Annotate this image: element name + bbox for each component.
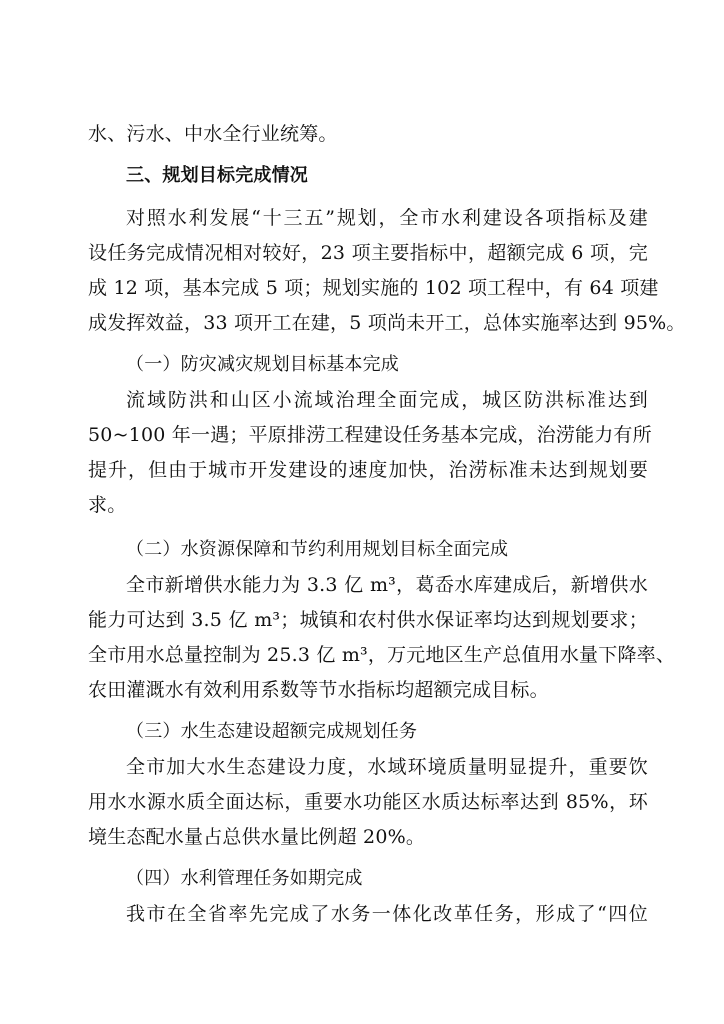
- paragraph-line: 成 12 项，基本完成 5 项；规划实施的 102 项工程中，有 64 项建: [88, 277, 659, 299]
- section-heading: 三、规划目标完成情况: [126, 165, 308, 186]
- paragraph-line: 提升，但由于城市开发建设的速度加快，治涝标准未达到规划要: [88, 459, 648, 481]
- subsection-heading: （二）水资源保障和节约利用规划目标全面完成: [126, 539, 509, 560]
- paragraph-line: 用水水源水质全面达标，重要水功能区水质达标率达到 85%，环: [88, 791, 648, 813]
- paragraph-line: 全市加大水生态建设力度，水域环境质量明显提升，重要饮: [126, 756, 648, 778]
- paragraph-line: 设任务完成情况相对较好，23 项主要指标中，超额完成 6 项，完: [88, 242, 648, 264]
- paragraph-line: 全市新增供水能力为 3.3 亿 m³，葛岙水库建成后，新增供水: [126, 574, 648, 596]
- paragraph-line: 我市在全省率先完成了水务一体化改革任务，形成了“四位: [126, 903, 648, 925]
- paragraph-line: 农田灌溉水有效利用系数等节水指标均超额完成目标。: [88, 679, 549, 701]
- paragraph-line: 境生态配水量占总供水量比例超 20%。: [88, 826, 426, 848]
- subsection-heading: （四）水利管理任务如期完成: [126, 868, 363, 889]
- paragraph-line: 成发挥效益，33 项开工在建，5 项尚未开工，总体实施率达到 95%。: [88, 312, 686, 334]
- paragraph-line: 全市用水总量控制为 25.3 亿 m³，万元地区生产总值用水量下降率、: [88, 644, 676, 666]
- paragraph-line: 求。: [88, 494, 127, 516]
- paragraph-line: 50~100 年一遇；平原排涝工程建设任务基本完成，治涝能力有所: [88, 424, 652, 446]
- subsection-heading: （三）水生态建设超额完成规划任务: [126, 721, 418, 742]
- paragraph-line: 对照水利发展“十三五”规划，全市水利建设各项指标及建: [126, 207, 648, 229]
- paragraph-line: 水、污水、中水全行业统筹。: [88, 123, 338, 145]
- paragraph-line: 流域防洪和山区小流域治理全面完成，城区防洪标准达到: [126, 389, 648, 411]
- subsection-heading: （一）防灾减灾规划目标基本完成: [126, 354, 399, 375]
- paragraph-line: 能力可达到 3.5 亿 m³；城镇和农村供水保证率均达到规划要求；: [88, 609, 648, 631]
